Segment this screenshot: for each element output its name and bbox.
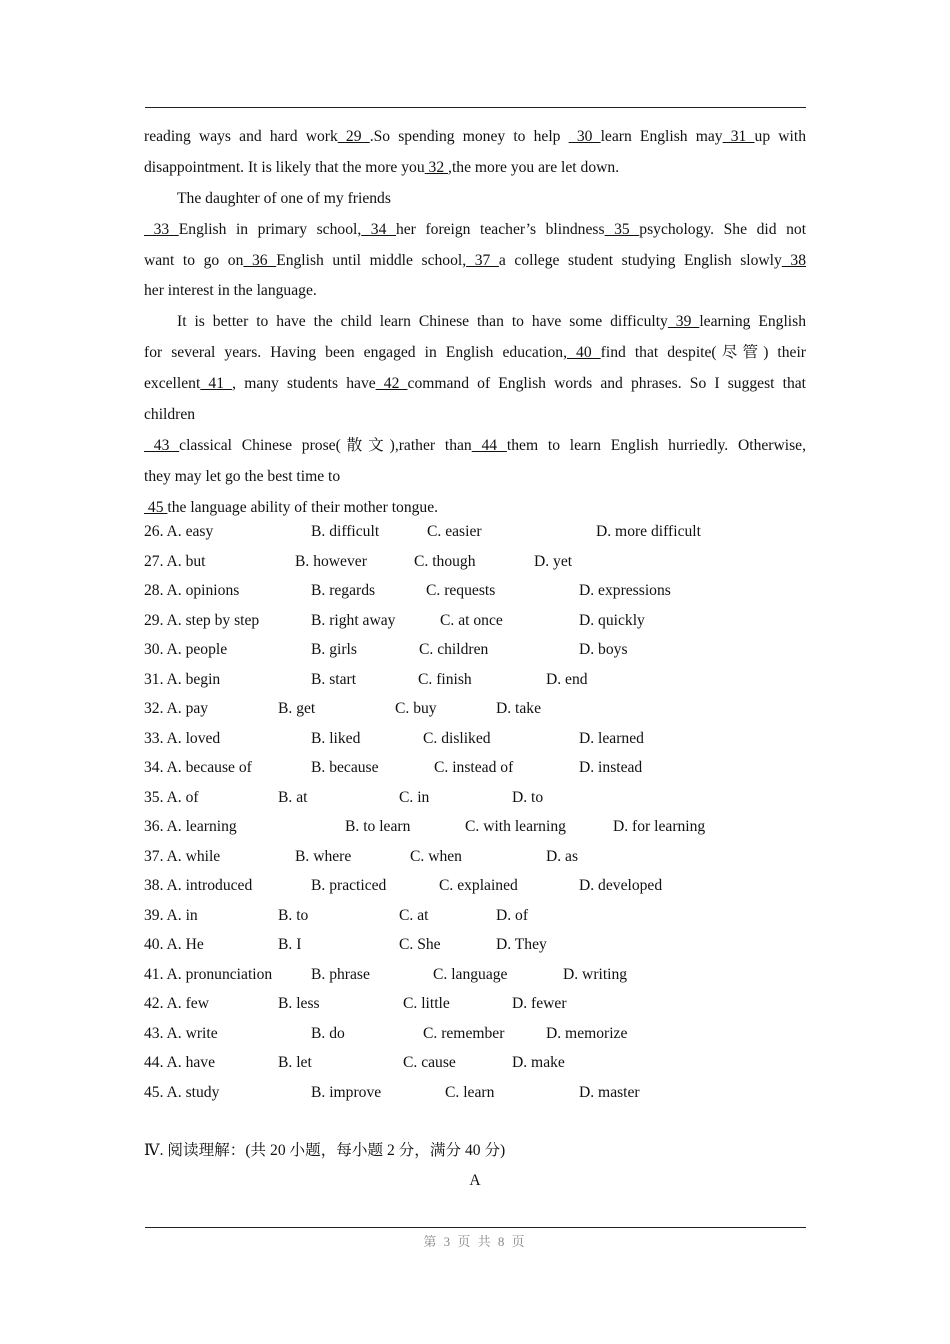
option-row [144, 1019, 806, 1049]
option-a: 28. A. opinions [144, 582, 240, 599]
option-c: C. language [433, 965, 508, 983]
blank-43: 43 [144, 436, 180, 454]
option-b: B. regards [311, 582, 376, 599]
option-row [144, 783, 806, 813]
option-row [144, 1078, 806, 1108]
option-c: C. in [399, 788, 430, 806]
option-d: D. make [512, 1054, 565, 1071]
option-c: C. explained [439, 877, 518, 894]
passage-line [144, 431, 806, 462]
passage-text: learn English may [600, 128, 723, 145]
option-d: D. writing [563, 965, 628, 983]
option-b: B. however [295, 552, 367, 570]
blank-42: 42 [375, 375, 408, 393]
passage-text: find that despite(尽管) their [600, 344, 806, 362]
option-a: 42. A. few [144, 995, 209, 1012]
option-b: B. girls [311, 641, 357, 658]
passage-line [144, 184, 806, 215]
option-b: B. where [295, 847, 352, 865]
blank-30: 30 [568, 128, 601, 145]
blank-40: 40 [567, 344, 601, 362]
passage-text: they may let go the best time to [144, 467, 341, 485]
option-row [144, 724, 806, 754]
option-d: D. learned [579, 729, 644, 747]
option-row [144, 665, 806, 695]
option-b: B. do [311, 1024, 345, 1042]
passage-text: English until middle school, [276, 251, 467, 269]
option-b: B. let [278, 1054, 312, 1071]
blank-34: 34 [361, 220, 396, 238]
passage-line [144, 369, 806, 400]
option-a: 31. A. begin [144, 670, 221, 688]
passage-text: It is better to have the child learn Chinese than to have some difficulty [177, 313, 668, 331]
blank-31: 31 [722, 128, 755, 145]
option-row [144, 901, 806, 931]
blank-35: 35 [604, 220, 640, 238]
passage-text: reading ways and hard work [144, 128, 338, 145]
option-a: 40. A. He [144, 936, 204, 953]
blank-36: 36 [243, 251, 277, 269]
option-row [144, 842, 806, 872]
option-c: C. She [399, 936, 441, 953]
passage-text: disappointment. It is likely that the more you [144, 158, 425, 176]
option-a: 39. A. in [144, 906, 198, 924]
option-b: B. I [278, 936, 302, 953]
passage-line [144, 307, 806, 338]
option-a: 26. A. easy [144, 523, 214, 540]
blank-37: 37 [466, 251, 499, 269]
option-row [144, 1048, 806, 1078]
option-b: B. difficult [311, 523, 380, 540]
option-a: 27. A. but [144, 552, 206, 570]
option-c: C. remember [423, 1024, 505, 1042]
passage-text: children [144, 406, 196, 424]
option-c: C. requests [426, 582, 496, 599]
option-c: C. when [410, 847, 462, 865]
option-d: D. instead [579, 759, 643, 776]
option-a: 41. A. pronunciation [144, 965, 273, 983]
option-a: 36. A. learning [144, 818, 237, 835]
option-b: B. start [311, 670, 357, 688]
option-d: D. memorize [546, 1024, 628, 1042]
option-d: D. to [512, 788, 544, 806]
blank-41: 41 [200, 375, 233, 393]
option-c: C. with learning [465, 818, 566, 835]
option-c: C. learn [445, 1083, 495, 1101]
option-b: B. practiced [311, 877, 387, 894]
option-d: D. developed [579, 877, 663, 894]
option-b: B. to learn [345, 818, 411, 835]
option-c: C. easier [427, 523, 482, 540]
option-row [144, 989, 806, 1019]
option-a: 29. A. step by step [144, 611, 260, 629]
passage-text: up with [754, 128, 806, 145]
option-row [144, 576, 806, 606]
option-row [144, 517, 806, 547]
blank-44: 44 [471, 436, 507, 454]
option-d: D. quickly [579, 611, 645, 629]
option-d: D. for learning [613, 818, 706, 835]
option-a: 44. A. have [144, 1054, 216, 1071]
option-c: C. children [419, 641, 489, 658]
option-c: C. at once [440, 611, 503, 629]
answer-options [144, 517, 806, 1107]
option-d: D. fewer [512, 995, 567, 1012]
option-row [144, 606, 806, 636]
option-c: C. at [399, 906, 429, 924]
passage-text: excellent [144, 375, 201, 393]
option-b: B. get [278, 700, 316, 717]
passage-text: for several years. Having been engaged in English education, [144, 344, 567, 362]
option-row [144, 547, 806, 577]
page-footer: 第 3 页 共 8 页 [423, 1234, 527, 1249]
passage-text: psychology. She did not [639, 220, 806, 238]
option-b: B. less [278, 995, 320, 1012]
passage-text: command of English words and phrases. So I suggest that [407, 375, 806, 393]
option-d: D. yet [534, 552, 573, 570]
option-c: C. though [414, 552, 476, 570]
blank-32: 32 [424, 158, 449, 176]
option-a: 33. A. loved [144, 729, 221, 747]
option-a: 37. A. while [144, 847, 221, 865]
blank-45: 45 [144, 498, 168, 516]
passage-line [144, 462, 806, 493]
passage-text: ,the more you are let down. [448, 158, 620, 176]
option-a: 43. A. write [144, 1024, 218, 1042]
passage-line [144, 215, 806, 246]
option-d: D. of [496, 906, 529, 924]
option-d: D. take [496, 700, 542, 717]
option-d: D. master [579, 1083, 640, 1101]
option-b: B. to [278, 906, 309, 924]
passage-line [144, 246, 806, 277]
blank-39: 39 [667, 313, 700, 331]
option-d: D. They [496, 936, 547, 953]
passage-text: classical Chinese prose(散文),rather than [179, 436, 472, 454]
passage-line [144, 122, 806, 153]
bottom-rule [145, 1227, 806, 1228]
option-row [144, 694, 806, 724]
passage-text: , many students have [232, 375, 376, 393]
option-a: 38. A. introduced [144, 877, 253, 894]
passage-line [144, 276, 806, 307]
option-c: C. buy [395, 700, 437, 717]
option-a: 34. A. because of [144, 759, 252, 776]
option-row [144, 871, 806, 901]
option-c: C. finish [418, 670, 472, 688]
passage-text: the language ability of their mother tongue. [167, 498, 439, 516]
option-b: B. liked [311, 729, 361, 747]
option-b: B. at [278, 788, 308, 806]
option-b: B. improve [311, 1083, 382, 1101]
option-row [144, 930, 806, 960]
option-a: 30. A. people [144, 641, 228, 658]
option-b: B. right away [311, 611, 396, 629]
option-c: C. little [403, 995, 450, 1012]
blank-38: 38 [781, 251, 806, 269]
option-row [144, 812, 806, 842]
option-c: C. cause [403, 1054, 456, 1071]
option-d: D. more difficult [596, 523, 701, 540]
option-a: 45. A. study [144, 1083, 220, 1101]
passage-text: her foreign teacher’s blindness [395, 220, 605, 238]
passage-text: English in primary school, [178, 220, 362, 238]
option-b: B. phrase [311, 965, 370, 983]
option-d: D. boys [579, 641, 628, 658]
section-subtitle: A [469, 1172, 481, 1189]
option-d: D. as [546, 847, 579, 865]
option-a: 35. A. of [144, 788, 199, 806]
passage-text: them to learn English hurriedly. Otherwise, [506, 436, 806, 454]
option-c: C. disliked [423, 729, 491, 747]
option-d: D. end [546, 670, 588, 688]
option-a: 32. A. pay [144, 700, 209, 717]
option-b: B. because [311, 759, 379, 776]
passage-text: The daughter of one of my friends [177, 189, 391, 207]
passage-text: .So spending money to help [369, 128, 569, 145]
passage [144, 122, 806, 524]
section-title: Ⅳ. 阅读理解：(共 20 小题，每小题 2 分，满分 40 分) [144, 1142, 506, 1159]
option-row [144, 753, 806, 783]
option-row [144, 960, 806, 990]
passage-text: learning English [699, 313, 806, 331]
passage-text: want to go on [144, 251, 244, 269]
option-row [144, 635, 806, 665]
passage-line [144, 400, 806, 431]
passage-text: a college student studying English slowly [498, 251, 782, 269]
passage-line [144, 153, 806, 184]
option-d: D. expressions [579, 582, 671, 599]
blank-33: 33 [144, 220, 179, 238]
top-rule [145, 107, 806, 108]
option-c: C. instead of [434, 759, 514, 776]
passage-line [144, 338, 806, 369]
blank-29: 29 [337, 128, 370, 145]
passage-text: her interest in the language. [144, 282, 317, 300]
